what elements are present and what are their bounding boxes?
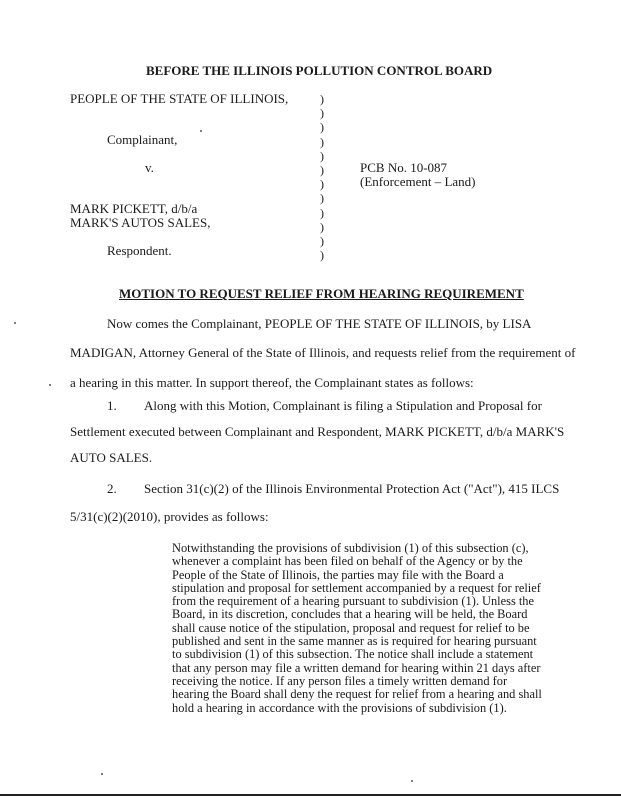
board-title: BEFORE THE ILLINOIS POLLUTION CONTROL BOARD xyxy=(146,63,493,78)
quote-line: shall cause notice of the stipulation, proposal and request for relief to be xyxy=(172,620,530,635)
quote-line: from the requirement of a hearing pursuant to subdivision (1). Unless the xyxy=(172,594,534,609)
paren: ) xyxy=(320,106,324,121)
caption-parentheses xyxy=(320,92,332,262)
statute-quote xyxy=(172,542,554,715)
text-line: Settlement executed between Complainant and Respondent, MARK PICKETT, d/b/a MARK'S xyxy=(70,424,565,439)
quote-line: whenever a complaint has been filed on behalf of the Agency or by the xyxy=(172,554,523,569)
paren: ) xyxy=(320,248,324,263)
bottom-border-line xyxy=(0,794,621,796)
motion-title: MOTION TO REQUEST RELIEF FROM HEARING REQUIREMENT xyxy=(119,286,524,301)
respondent-label: Respondent. xyxy=(107,243,172,258)
plaintiff-name: PEOPLE OF THE STATE OF ILLINOIS, xyxy=(70,91,289,106)
quote-line: Board, in its discretion, concludes that a hearing will be held, the Board xyxy=(172,607,528,622)
versus-label: v. xyxy=(145,160,154,175)
paren: ) xyxy=(320,120,324,135)
scan-speck xyxy=(101,773,103,775)
quote-line: receiving the notice. If any person files a timely written demand for xyxy=(172,673,508,688)
paren: ) xyxy=(320,205,324,220)
quote-line: hold a hearing in accordance with the provisions of subdivision (1). xyxy=(172,700,507,715)
quote-line: to subdivision (1) of this subsection. The notice shall include a statement xyxy=(172,647,534,662)
paren: ) xyxy=(320,233,324,248)
text-line: a hearing in this matter. In support thereof, the Complainant states as follows: xyxy=(70,375,474,390)
case-type: (Enforcement – Land) xyxy=(360,174,476,189)
paren: ) xyxy=(320,191,324,206)
quote-line: hearing the Board shall deny the request for relief from a hearing and shall xyxy=(172,687,542,702)
paragraph-number: 2. xyxy=(107,481,117,496)
quote-line: Notwithstanding the provisions of subdivision (1) of this subsection (c), xyxy=(172,541,529,555)
quote-line: stipulation and proposal for settlement accompanied by a request for relief xyxy=(172,580,541,595)
paren: ) xyxy=(320,162,324,177)
defendant-name: MARK PICKETT, d/b/a xyxy=(70,201,198,216)
quote-line: published and sent in the same manner as is required for hearing pursuant xyxy=(172,634,537,649)
complainant-label: Complainant, xyxy=(107,132,178,147)
paren: ) xyxy=(320,219,324,234)
case-number: PCB No. 10-087 xyxy=(360,160,448,175)
scan-speck xyxy=(200,130,202,132)
text-line: Now comes the Complainant, PEOPLE OF THE STATE OF ILLINOIS, by LISA xyxy=(107,316,532,331)
quote-line: People of the State of Illinois, the parties may file with the Board a xyxy=(172,567,504,582)
quote-line: that any person may file a written demand for hearing within 21 days after xyxy=(172,660,541,675)
text-line: 5/31(c)(2)(2010), provides as follows: xyxy=(70,509,269,524)
text-line: AUTO SALES. xyxy=(70,450,153,465)
scan-speck xyxy=(49,384,51,386)
text-line: Section 31(c)(2) of the Illinois Environmental Protection Act ("Act"), 415 ILCS xyxy=(144,481,560,496)
paren: ) xyxy=(320,92,324,106)
text-line: MADIGAN, Attorney General of the State of Illinois, and requests relief from the requirement of xyxy=(70,345,576,360)
paren: ) xyxy=(320,148,324,163)
paren: ) xyxy=(320,134,324,149)
paragraph-number: 1. xyxy=(107,398,117,413)
text-line: Along with this Motion, Complainant is filing a Stipulation and Proposal for xyxy=(144,398,542,413)
defendant-business: MARK'S AUTOS SALES, xyxy=(70,215,211,230)
scan-speck xyxy=(14,322,16,324)
scan-speck xyxy=(411,780,413,782)
paren: ) xyxy=(320,177,324,192)
